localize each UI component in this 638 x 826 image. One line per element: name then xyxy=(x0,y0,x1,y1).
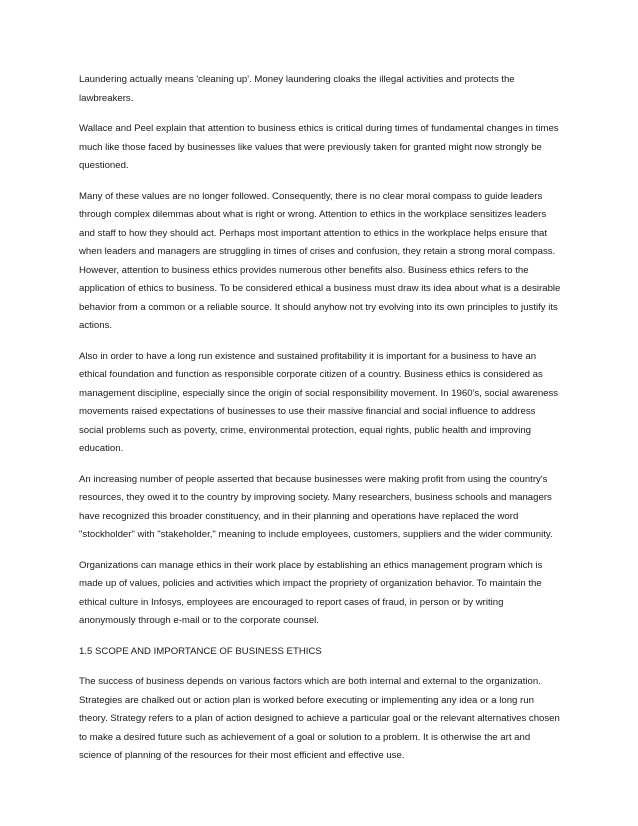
paragraph-scope: The success of business depends on various factors which are both internal and external to the organization. Strategies are chalked out or action plan is worked before executing or implementing any idea or a long run theory. Strategy refers to a plan of action designed to achieve a particular goal or the relevant alternatives chosen to make a desired future such as achievement of a goal or solution to a problem. It is otherwise the art and science of planning of the resources for their most efficient and effective use. xyxy=(79,676,560,761)
paragraph-wallace-peel: Wallace and Peel explain that attention to business ethics is critical during times of fundamental changes in times much like those faced by businesses like values that were previously taken for granted might now strongly be questioned. xyxy=(79,123,559,171)
paragraph-stakeholders: An increasing number of people asserted that because businesses were making profit from using the country's resources, they owed it to the country by improving society. Many researchers, business schools and managers have recognized this broader constituency, and in their planning and operations have replaced the word "stockholder" with "stakeholder," meaning to include employees, customers, suppliers and the wider community. xyxy=(79,473,553,540)
document-body xyxy=(79,71,561,778)
paragraph-long-run-existence: Also in order to have a long run existence and sustained profitability it is important for a business to have an ethical foundation and function as responsible corporate citizen of a country. Business ethics is considered as management discipline, especially since the origin of social responsibility movement. In 1960's, social awareness movements raised expectations of businesses to use their massive financial and social influence to address social problems such as poverty, crime, environmental protection, equal rights, public health and improving education. xyxy=(79,350,559,454)
paragraph-values: Many of these values are no longer followed. Consequently, there is no clear moral compass to guide leaders through complex dilemmas about what is right or wrong. Attention to ethics in the workplace sensitizes leaders and staff to how they should act. Perhaps most important attention to ethics in the workplace helps ensure that when leaders and managers are struggling in times of crises and confusion, they retain a strong moral compass. However, attention to business ethics provides numerous other benefits also. Business ethics refers to the application of ethics to business. To be considered ethical a business must draw its idea about what is a desirable behavior from a common or a reliable source. It should anyhow not try evolving into its own principles to justify its actions. xyxy=(79,190,561,331)
section-heading: 1.5 SCOPE AND IMPORTANCE OF BUSINESS ETHICS xyxy=(79,645,322,657)
paragraph-money-laundering: Laundering actually means 'cleaning up'. Money laundering cloaks the illegal activities and protects the lawbreakers. xyxy=(79,74,515,104)
paragraph-ethics-program: Organizations can manage ethics in their work place by establishing an ethics management program which is made up of values, policies and activities which impact the propriety of organization behavior. To maintain the ethical culture in Infosys, employees are encouraged to report cases of fraud, in person or by writing anonymously through e-mail or to the corporate counsel. xyxy=(79,559,543,626)
